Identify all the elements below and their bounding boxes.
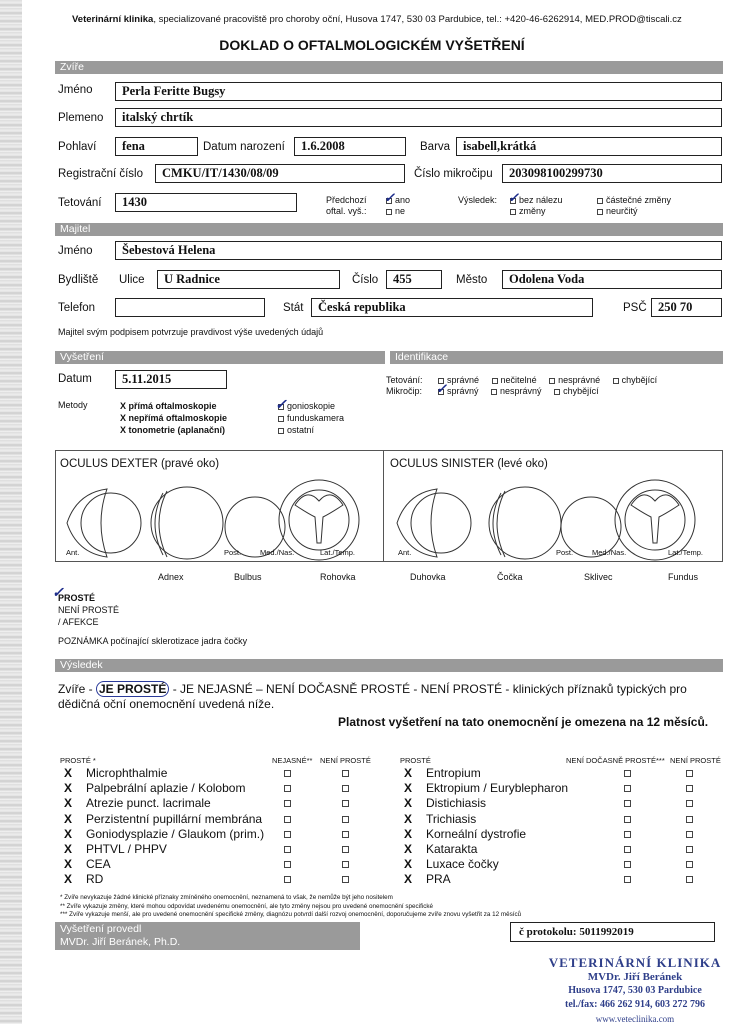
disease-free-mark: X — [404, 872, 413, 886]
result-options-b — [597, 195, 671, 217]
checkbox-icon — [597, 209, 603, 215]
disease-row — [64, 872, 103, 886]
clinic-name: Veterinární klinika — [72, 14, 154, 25]
clinic-header — [72, 14, 732, 25]
methods-list-2 — [278, 400, 344, 436]
checkbox-icon[interactable] — [284, 770, 291, 777]
od-lat-label: Lat./Temp. — [320, 548, 356, 557]
stamp-line: tel./fax: 466 262 914, 603 272 796 — [565, 999, 705, 1010]
check-mark-icon: ✓ — [275, 396, 287, 412]
owner-name-field[interactable]: Šebestová Helena — [115, 241, 722, 260]
method2-label: funduskamera — [287, 413, 345, 423]
stamp-line: VETERINÁRNÍ KLINIKA — [548, 955, 722, 970]
disease-free-mark: X — [64, 781, 73, 795]
checkbox-icon — [278, 428, 284, 434]
house-number-field[interactable]: 455 — [386, 270, 442, 289]
disease-row — [64, 766, 167, 780]
protocol-label: č protokolu: — [519, 926, 577, 938]
method-item: X nepřímá oftalmoskopie — [120, 413, 228, 423]
examiner-name: MVDr. Jiří Beránek, Ph.D. — [60, 936, 181, 948]
checkbox-icon[interactable] — [342, 816, 349, 823]
disease-free-mark: X — [404, 796, 413, 810]
breed-label: Plemeno — [58, 112, 104, 124]
chip-field[interactable]: 203098100299730 — [502, 164, 722, 183]
footnote-3: *** Zvíře vykazuje menší, ale pro uvedené onemocnění specifické změny, diagnózu potvrdí další rozvoj onemocnění, doporučujeme zvíře znovu vyšetřit za 12 měsíců — [60, 911, 522, 918]
disease-free-mark: X — [64, 796, 73, 810]
result-free-marked: JE PROSTÉ — [96, 681, 169, 697]
disease-free-mark: X — [64, 827, 73, 841]
t-opt-label: chybějící — [621, 375, 658, 385]
method-item: X přímá oftalmoskopie — [120, 401, 217, 411]
checkbox-icon[interactable] — [624, 861, 631, 868]
exam-date-field[interactable]: 5.11.2015 — [115, 370, 227, 389]
tattoo-opt-2[interactable] — [549, 375, 600, 385]
checkbox-icon[interactable] — [342, 800, 349, 807]
checkbox-icon[interactable] — [284, 876, 291, 883]
col-sklivec: Sklivec — [584, 572, 613, 582]
disease-name: PHTVL / PHPV — [86, 842, 167, 856]
examiner-box — [55, 922, 360, 950]
method2-label: gonioskopie — [287, 401, 336, 411]
finding-free: PROSTÉ — [58, 593, 96, 603]
checkbox-icon[interactable] — [686, 861, 693, 868]
disease-name: Palpebrální aplazie / Kolobom — [86, 781, 246, 795]
disease-name: RD — [86, 872, 104, 886]
sex-label: Pohlaví — [58, 141, 97, 153]
chip-opt-1[interactable] — [491, 386, 542, 396]
checkbox-icon[interactable] — [624, 831, 631, 838]
checkbox-icon — [613, 378, 619, 384]
dob-field[interactable]: 1.6.2008 — [294, 137, 406, 156]
ident-labels — [386, 375, 423, 397]
disease-row — [404, 842, 477, 856]
disease-row — [64, 812, 262, 826]
section-exam: Vyšetření — [55, 351, 385, 364]
method-gonio[interactable] — [278, 400, 344, 412]
check-mark-icon: ✓ — [52, 584, 64, 600]
checkbox-icon[interactable] — [342, 785, 349, 792]
method2-label: ostatní — [287, 425, 315, 435]
checkbox-icon[interactable] — [686, 846, 693, 853]
col-adnex: Adnex — [158, 572, 184, 582]
checkbox-icon[interactable] — [284, 861, 291, 868]
phone-label: Telefon — [58, 302, 96, 314]
footnotes — [60, 894, 724, 920]
disease-free-mark: X — [404, 812, 413, 826]
c-opt-label: správný — [447, 386, 479, 396]
method-item: X tonometrie (aplanační) — [120, 425, 226, 435]
street-field[interactable]: U Radnice — [157, 270, 340, 289]
disease-row — [64, 827, 264, 841]
zip-field[interactable]: 250 70 — [651, 298, 722, 317]
reg-field[interactable]: CMKU/IT/1430/08/09 — [155, 164, 405, 183]
state-field[interactable]: Česká republika — [311, 298, 593, 317]
disease-name: Korneální dystrofie — [426, 827, 527, 841]
oculus-dexter-label: OCULUS DEXTER (pravé oko) — [60, 458, 220, 470]
prev-yes-label: ano — [395, 195, 411, 205]
disease-row — [404, 827, 526, 841]
checkbox-icon — [597, 198, 603, 204]
chip-label: Číslo mikročipu — [414, 168, 493, 180]
disease-row — [404, 872, 451, 886]
disease-free-mark: X — [64, 766, 73, 780]
tattoo-field[interactable]: 1430 — [115, 193, 297, 212]
prev-exam-label — [326, 195, 367, 217]
city-label: Město — [456, 274, 488, 286]
footnote-1: * Zvíře nevykazuje žádné klinické příznaky zmíněného onemocnění, neznamená to však, že nemůže být jeho nositelem — [60, 894, 393, 901]
owner-name-label: Jméno — [58, 245, 93, 257]
os-post-label: Post. — [556, 548, 574, 557]
animal-name-field[interactable]: Perla Feritte Bugsy — [115, 82, 722, 101]
scan-edge — [0, 0, 22, 1024]
checkbox-icon[interactable] — [624, 770, 631, 777]
checkbox-icon[interactable] — [284, 800, 291, 807]
disease-free-mark: X — [64, 842, 73, 856]
t-opt-label: nečitelné — [500, 375, 537, 385]
prev-no-label: ne — [395, 206, 406, 216]
prev-exam-label-1: Předchozí — [326, 195, 367, 205]
checkbox-icon — [386, 209, 392, 215]
section-identification: Identifikace — [390, 351, 723, 364]
disease-name: Atrezie punct. lacrimale — [86, 796, 211, 810]
disease-name: Ektropium / Euryblepharon — [426, 781, 569, 795]
breed-field[interactable]: italský chrtík — [115, 108, 722, 127]
col-fundus: Fundus — [668, 572, 699, 582]
disease-name: Luxace čočky — [426, 857, 499, 871]
checkbox-icon[interactable] — [284, 785, 291, 792]
tattoo-label: Tetování — [58, 197, 102, 209]
methods-list — [120, 400, 227, 436]
disease-row — [404, 812, 476, 826]
phone-field[interactable] — [115, 298, 265, 317]
disease-free-mark: X — [64, 872, 73, 886]
disease-row — [64, 781, 245, 795]
od-post-label: Post. — [224, 548, 242, 557]
disease-row — [404, 857, 499, 871]
owner-consent: Majitel svým podpisem potvrzuje pravdivost výše uvedených údajů — [58, 327, 324, 337]
checkbox-icon[interactable] — [624, 785, 631, 792]
result-unclear[interactable] — [597, 206, 671, 217]
c-opt-label: nesprávný — [500, 386, 542, 396]
t-opt-label: nesprávné — [558, 375, 601, 385]
checkbox-icon[interactable] — [686, 770, 693, 777]
checkbox-checked-icon — [278, 416, 284, 422]
right-head-temp: NENÍ DOČASNĚ PROSTÉ*** — [566, 756, 665, 765]
disease-name: Entropium — [426, 766, 481, 780]
checkbox-icon[interactable] — [624, 816, 631, 823]
res-changes-label: změny — [519, 206, 546, 216]
tattoo-opt-3[interactable] — [613, 375, 658, 385]
validity-note: Platnost vyšetření na tato onemocnění je omezena na 12 měsíců. — [338, 715, 709, 729]
col-rohovka: Rohovka — [320, 572, 356, 582]
disease-row — [404, 796, 486, 810]
finding-note: POZNÁMKA počínající sklerotizace jadra čočky — [58, 636, 248, 646]
checkbox-icon[interactable] — [686, 831, 693, 838]
chip-opt-2[interactable] — [554, 386, 599, 396]
disease-name: Katarakta — [426, 842, 478, 856]
checkbox-icon[interactable] — [342, 770, 349, 777]
checkbox-icon[interactable] — [624, 876, 631, 883]
city-field[interactable]: Odolena Voda — [502, 270, 722, 289]
address-label: Bydliště — [58, 274, 99, 286]
col-bulbus: Bulbus — [234, 572, 262, 582]
checkbox-icon — [491, 389, 497, 395]
check-mark-icon: ✓ — [508, 190, 519, 205]
footnote-2: ** Zvíře vykazuje změny, které mohou odpovídat uvedenému onemocnění, ale tyto změny nejsou pro uvedené onemocnění specifické — [60, 902, 434, 910]
protocol-box — [510, 922, 715, 942]
disease-free-mark: X — [404, 842, 413, 856]
result-sentence — [58, 682, 724, 712]
zip-label: PSČ — [623, 302, 647, 314]
animal-name-label: Jméno — [58, 84, 93, 96]
col-duhovka: Duhovka — [410, 572, 446, 582]
stamp-line: MVDr. Jiří Beránek — [587, 971, 683, 983]
clinic-address: , specializované pracoviště pro choroby oční, Husova 1747, 530 03 Pardubice, tel.: +420-46-6262914, MED.PROD@tiscali.cz — [153, 14, 682, 25]
check-mark-icon: ✓ — [436, 381, 447, 396]
result-part-c: - JE NEJASNÉ – NENÍ DOČASNĚ PROSTÉ - NENÍ PROSTÉ - klinických příznaků typických pro — [169, 682, 687, 696]
disease-free-mark: X — [404, 766, 413, 780]
disease-name: Trichiasis — [426, 812, 477, 826]
tattoo-opt-1[interactable] — [492, 375, 537, 385]
document-title: DOKLAD O OFTALMOLOGICKÉM VYŠETŘENÍ — [219, 37, 525, 53]
check-mark-icon: ✓ — [384, 190, 395, 205]
disease-free-mark: X — [404, 857, 413, 871]
disease-name: Perzistentní pupillární membrána — [86, 812, 263, 826]
res-unclear-label: neurčitý — [606, 206, 638, 216]
method-other[interactable] — [278, 424, 344, 436]
exam-date-label: Datum — [58, 373, 92, 385]
ident-tattoo-label: Tetování: — [386, 375, 423, 385]
disease-free-mark: X — [64, 812, 73, 826]
section-result: Výsledek — [55, 659, 723, 672]
stamp-line: www.veteclinika.com — [595, 1014, 675, 1024]
os-ant-label: Ant. — [398, 548, 412, 557]
checkbox-icon[interactable] — [342, 831, 349, 838]
stamp-line: Husova 1747, 530 03 Pardubice — [568, 985, 702, 996]
left-head-free: PROSTÉ * — [60, 756, 96, 765]
disease-name: Microphthalmie — [86, 766, 168, 780]
result-label: Výsledek: — [458, 195, 498, 205]
disease-name: Goniodysplazie / Glaukom (prim.) — [86, 827, 265, 841]
checkbox-icon — [492, 378, 498, 384]
result-partial[interactable] — [597, 195, 671, 206]
house-number-label: Číslo — [352, 274, 379, 286]
prev-exam-label-2: oftal. vyš.: — [326, 206, 367, 216]
checkbox-icon[interactable] — [284, 816, 291, 823]
state-label: Stát — [283, 302, 304, 314]
methods-label: Metody — [58, 400, 88, 410]
section-animal: Zvíře — [55, 61, 723, 74]
disease-row — [404, 766, 481, 780]
findings-block — [58, 592, 119, 628]
checkbox-icon[interactable] — [624, 846, 631, 853]
right-head-notfree: NENÍ PROSTÉ — [670, 756, 721, 765]
section-owner: Majitel — [55, 223, 723, 236]
checkbox-icon — [549, 378, 555, 384]
reg-label: Registrační číslo — [58, 168, 144, 180]
checkbox-icon[interactable] — [686, 785, 693, 792]
ident-chip-label: Mikročip: — [386, 386, 423, 396]
left-head-unclear: NEJASNÉ** — [272, 756, 313, 765]
checkbox-icon[interactable] — [686, 876, 693, 883]
examiner-label: Vyšetření provedl — [60, 923, 142, 935]
finding-not-free: NENÍ PROSTÉ — [58, 605, 120, 615]
finding-affection: / AFEKCE — [58, 617, 99, 627]
od-med-label: Med./Nas. — [260, 548, 295, 557]
left-head-notfree: NENÍ PROSTÉ — [320, 756, 371, 765]
res-none-label: bez nálezu — [519, 195, 563, 205]
checkbox-icon[interactable] — [342, 846, 349, 853]
method-fundus[interactable] — [278, 412, 344, 424]
result-changes[interactable] — [510, 206, 563, 217]
sex-field[interactable]: fena — [115, 137, 198, 156]
t-opt-label: správné — [447, 375, 480, 385]
protocol-number: 5011992019 — [579, 926, 634, 938]
result-part-d: dědičná oční onemocnění uvedená níže. — [58, 697, 275, 711]
ident-tattoo-options — [438, 375, 657, 397]
dob-label: Datum narození — [203, 141, 285, 153]
disease-row — [64, 857, 111, 871]
disease-free-mark: X — [64, 857, 73, 871]
os-lat-label: Lat./Temp. — [668, 548, 704, 557]
disease-free-mark: X — [404, 827, 413, 841]
checkbox-icon[interactable] — [342, 876, 349, 883]
checkbox-icon[interactable] — [284, 846, 291, 853]
checkbox-icon[interactable] — [624, 800, 631, 807]
checkbox-icon — [510, 209, 516, 215]
result-part-a: Zvíře - — [58, 682, 96, 696]
disease-free-mark: X — [404, 781, 413, 795]
col-cocka: Čočka — [497, 572, 523, 582]
street-label: Ulice — [119, 274, 145, 286]
disease-row — [64, 796, 211, 810]
od-ant-label: Ant. — [66, 548, 80, 557]
prev-exam-no[interactable] — [386, 206, 410, 217]
checkbox-icon[interactable] — [686, 816, 693, 823]
disease-row — [404, 781, 568, 795]
c-opt-label: chybějící — [563, 386, 599, 396]
checkbox-icon — [554, 389, 560, 395]
disease-row — [64, 842, 167, 856]
color-field[interactable]: isabell,krátká — [456, 137, 722, 156]
color-label: Barva — [420, 141, 451, 153]
disease-name: PRA — [426, 872, 451, 886]
checkbox-icon[interactable] — [284, 831, 291, 838]
right-head-free: PROSTÉ — [400, 756, 431, 765]
checkbox-icon[interactable] — [686, 800, 693, 807]
clinic-stamp — [540, 956, 730, 1026]
os-med-label: Med./Nas. — [592, 548, 627, 557]
checkbox-icon[interactable] — [342, 861, 349, 868]
disease-name: Distichiasis — [426, 796, 487, 810]
oculus-sinister-label: OCULUS SINISTER (levé oko) — [390, 458, 548, 470]
disease-name: CEA — [86, 857, 111, 871]
res-partial-label: částečné změny — [606, 195, 672, 205]
